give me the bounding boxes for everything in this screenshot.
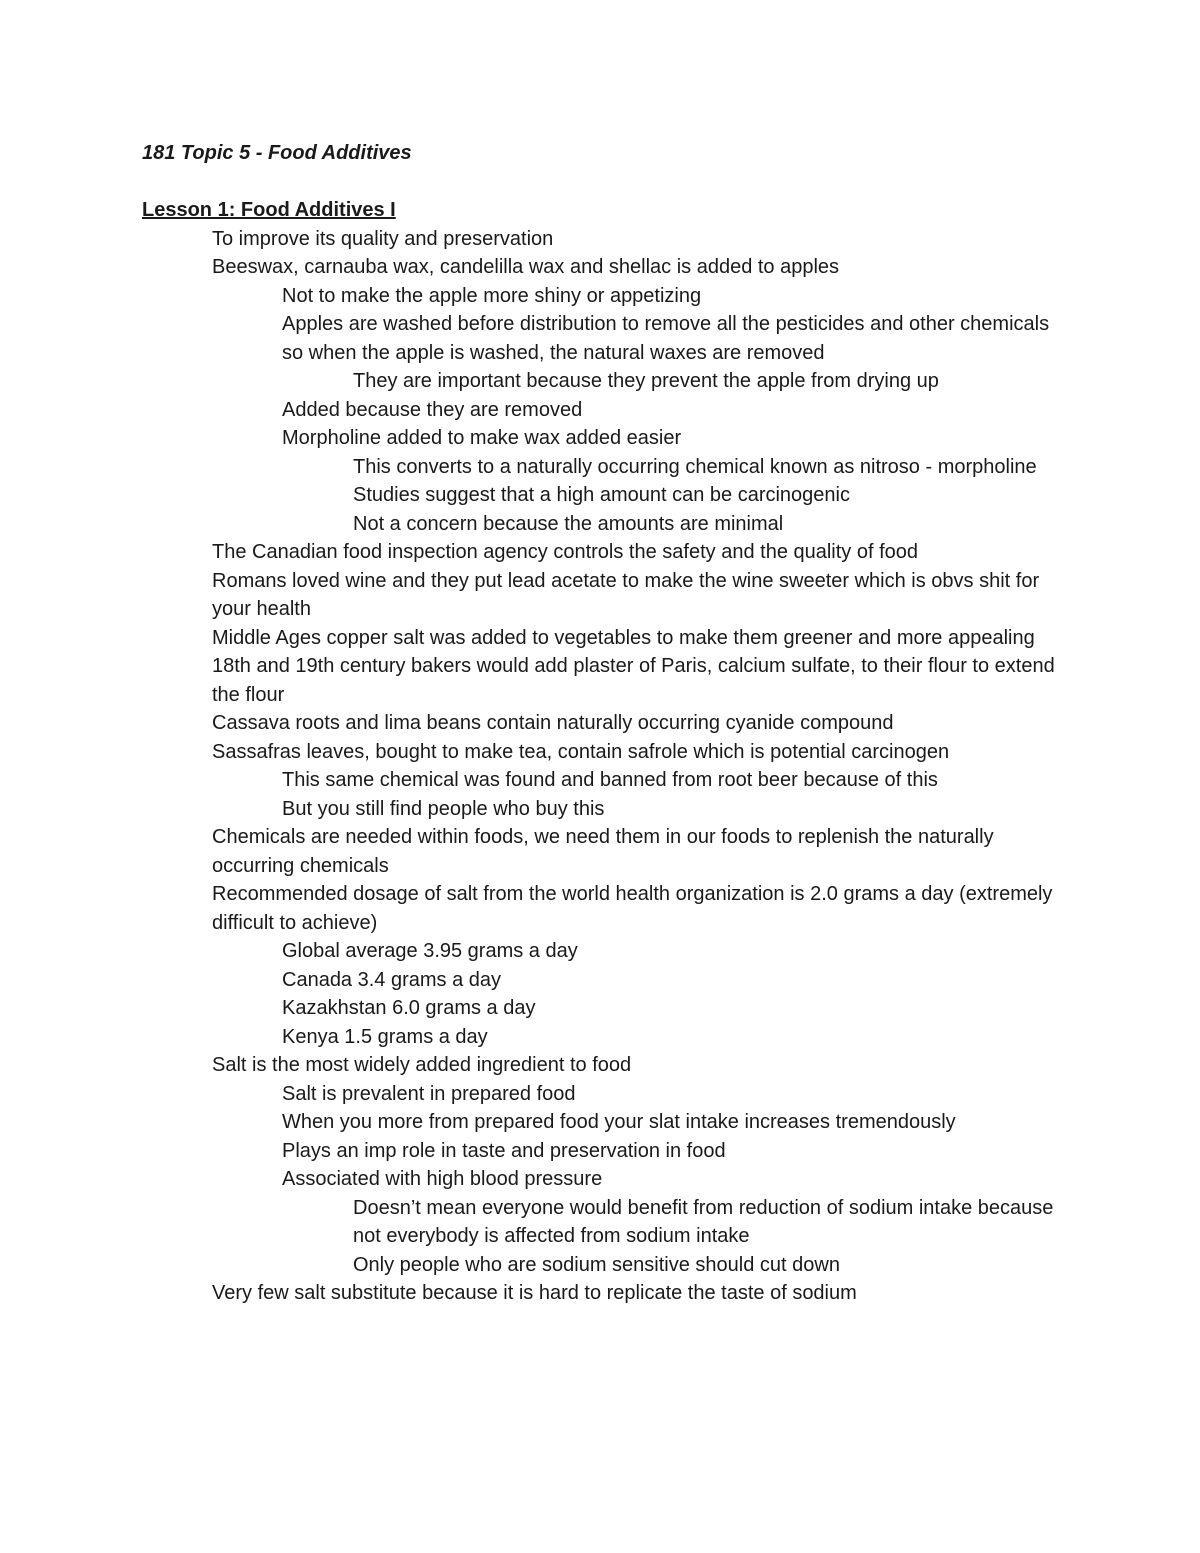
note-line: Beeswax, carnauba wax, candelilla wax and shellac is added to apples: [212, 256, 840, 278]
note-line: Salt is the most widely added ingredient to food: [212, 1054, 632, 1076]
note-line: The Canadian food inspection agency controls the safety and the quality of food: [212, 541, 919, 563]
note-line: Only people who are sodium sensitive should cut down: [353, 1253, 840, 1276]
note-line: Studies suggest that a high amount can be carcinogenic: [353, 484, 850, 506]
note-line: Added because they are removed: [282, 398, 583, 421]
note-line: Kazakhstan 6.0 grams a day: [282, 997, 536, 1019]
lesson-heading: Lesson 1: Food Additives I: [142, 199, 396, 221]
note-line: Kenya 1.5 grams a day: [282, 1025, 488, 1048]
note-line: This same chemical was found and banned from root beer because of this: [282, 769, 938, 791]
document-page: [142, 139, 1072, 1308]
note-line: Recommended dosage of salt from the world health organization is 2.0 grams a day (extremely difficult to achieve): [212, 883, 1053, 934]
note-line: They are important because they prevent the apple from drying up: [353, 370, 939, 392]
note-line: When you more from prepared food your slat intake increases tremendously: [282, 1111, 956, 1133]
note-line: Doesn’t mean everyone would benefit from reduction of sodium intake because not everybody is affected from sodium intake: [353, 1196, 1054, 1247]
notes-list: [142, 225, 1072, 1308]
document-title: 181 Topic 5 - Food Additives: [142, 142, 412, 164]
note-line: Romans loved wine and they put lead acetate to make the wine sweeter which is obvs shit for your health: [212, 569, 1040, 620]
note-line: 18th and 19th century bakers would add plaster of Paris, calcium sulfate, to their flour to extend the flour: [212, 655, 1055, 706]
note-line: Canada 3.4 grams a day: [282, 968, 502, 991]
note-line: Salt is prevalent in prepared food: [282, 1082, 576, 1105]
note-line: But you still find people who buy this: [282, 797, 605, 820]
blank-line: [142, 168, 1072, 197]
note-line: Chemicals are needed within foods, we need them in our foods to replenish the naturally occurring chemicals: [212, 826, 994, 877]
note-line: Middle Ages copper salt was added to vegetables to make them greener and more appealing: [212, 626, 1035, 649]
note-line: Sassafras leaves, bought to make tea, contain safrole which is potential carcinogen: [212, 740, 950, 763]
note-line: Not a concern because the amounts are minimal: [353, 512, 784, 535]
note-line: To improve its quality and preservation: [212, 227, 554, 250]
note-line: Morpholine added to make wax added easier: [282, 427, 682, 449]
note-line: This converts to a naturally occurring chemical known as nitroso - morpholine: [353, 455, 1037, 478]
note-line: Not to make the apple more shiny or appetizing: [282, 284, 702, 307]
note-line: Apples are washed before distribution to remove all the pesticides and other chemicals so when the apple is washed, the natural waxes are removed: [282, 313, 1050, 364]
note-line: Cassava roots and lima beans contain naturally occurring cyanide compound: [212, 712, 894, 734]
note-line: Global average 3.95 grams a day: [282, 940, 578, 962]
note-line: Plays an imp role in taste and preservation in food: [282, 1139, 726, 1162]
note-line: Associated with high blood pressure: [282, 1168, 603, 1190]
note-line: Very few salt substitute because it is hard to replicate the taste of sodium: [212, 1282, 857, 1304]
